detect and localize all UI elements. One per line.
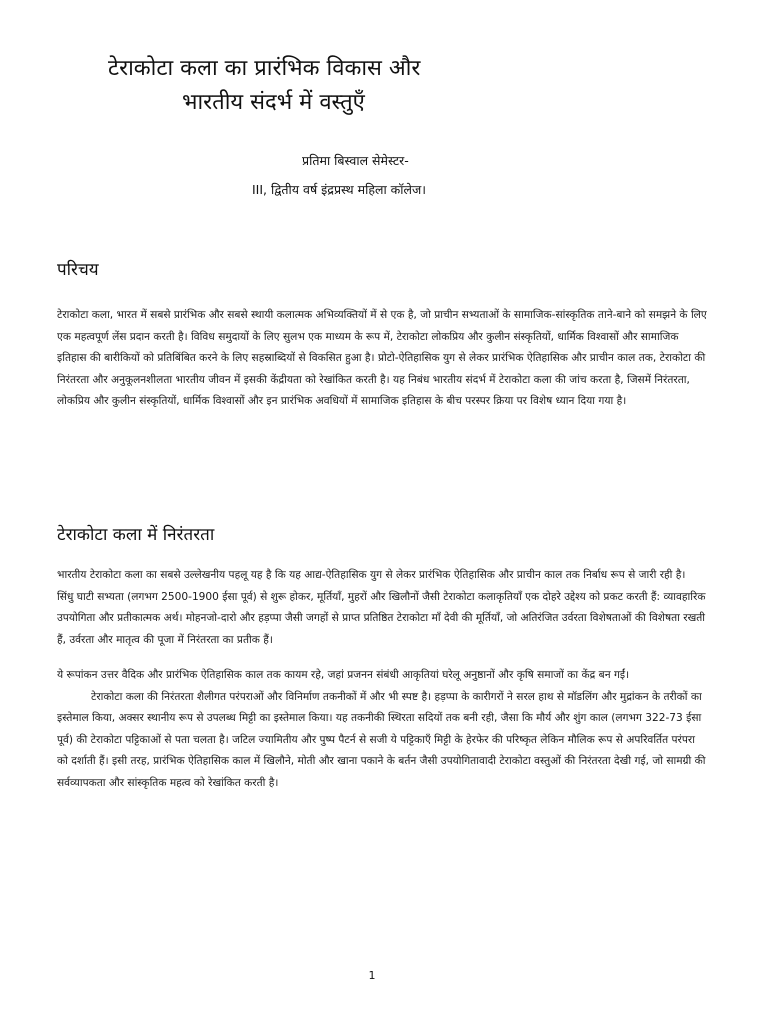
- paragraph-continuity-2: सिंधु घाटी सभ्यता (लगभग 2500-1900 ईसा पूर्व) से शुरू होकर, मूर्तियाँ, मुहरों और खिलौनों जैसी टेराकोटा कलाकृतियाँ एक दोहरे उद्देश्य को प्रकट करती हैं: व्यावहारिक उपयोगिता और प्रतीकात्मक अर्थ। मोहनजो-दारो और हड़प्पा जैसी जगहों से प्राप्त प्रतिष्ठित टेराकोटा माँ देवी की मूर्तियाँ, जो अतिरंजित उर्वरता विशेषताओं की विशेषता रखती हैं, उर्वरता और मातृत्व की पूजा में निरंतरता का प्रतीक हैं।: [57, 590, 706, 646]
- paragraph-introduction: टेराकोटा कला, भारत में सबसे प्रारंभिक और सबसे स्थायी कलात्मक अभिव्यक्तियों में से एक है, जो प्राचीन सभ्यताओं के सामाजिक-सांस्कृतिक ताने-बाने को समझने के लिए एक महत्वपूर्ण लेंस प्रदान करती है। विविध समुदायों के लिए सुलभ एक माध्यम के रूप में, टेराकोटा लोकप्रिय और कुलीन संस्कृतियों, धार्मिक विश्वासों और सामाजिक इतिहास की बारीकियों को प्रतिबिंबित करने के लिए सहस्राब्दियों से विकसित हुआ है। प्रोटो-ऐतिहासिक युग से लेकर प्रारंभिक ऐतिहासिक और प्राचीन काल तक, टेराकोटा की निरंतरता और अनुकूलनशीलता भारतीय जीवन में इसकी केंद्रीयता को रेखांकित करती है। यह निबंध भारतीय संदर्भ में टेराकोटा कला की जांच करता है, जिसमें निरंतरता, लोकप्रिय और कुलीन संस्कृतियों, धार्मिक विश्वासों और इन प्रारंभिक अवधियों में सामाजिक इतिहास के बीच परस्पर क्रिया पर विशेष ध्यान दिया गया है।: [57, 309, 707, 407]
- section-heading-continuity: टेराकोटा कला में निरंतरता: [57, 525, 215, 545]
- section-heading-introduction: परिचय: [57, 260, 99, 280]
- paragraph-continuity-1: भारतीय टेराकोटा कला का सबसे उल्लेखनीय पहलू यह है कि यह आद्य-ऐतिहासिक युग से लेकर प्रारंभिक ऐतिहासिक और प्राचीन काल तक निर्बाध रूप से जारी रही है।: [57, 569, 686, 581]
- author-line-1: प्रतिमा बिस्वाल सेमेस्टर-: [302, 153, 409, 168]
- document-title: [0, 52, 768, 120]
- page-number: 1: [368, 969, 376, 982]
- author-info: [0, 146, 768, 204]
- paragraph-continuity-3: ये रूपांकन उत्तर वैदिक और प्रारंभिक ऐतिहासिक काल तक कायम रहे, जहां प्रजनन संबंधी आकृतियां घरेलू अनुष्ठानों और कृषि समाजों का केंद्र बन गईं।: [57, 669, 630, 681]
- section-continuity: [57, 523, 709, 794]
- title-line-1: टेराकोटा कला का प्रारंभिक विकास और: [108, 56, 421, 81]
- title-line-2: भारतीय संदर्भ में वस्तुएँ: [182, 90, 365, 115]
- paragraph-continuity-4: टेराकोटा कला की निरंतरता शैलीगत परंपराओं और विनिर्माण तकनीकों में और भी स्पष्ट है। हड़प्पा के कारीगरों ने सरल हाथ से मॉडलिंग और मुद्रांकन के तरीकों का इस्तेमाल किया, अक्सर स्थानीय रूप से उपलब्ध मिट्टी का इस्तेमाल किया। यह तकनीकी स्थिरता सदियों तक बनी रही, जैसा कि मौर्य और शुंग काल (लगभग 322-73 ईसा पूर्व) की टेराकोटा पट्टिकाओं से पता चलता है। जटिल ज्यामितीय और पुष्प पैटर्न से सजी ये पट्टिकाएँ मिट्टी के हेरफेर की परिष्कृत लेकिन मौलिक रूप से अपरिवर्तित परंपरा को दर्शाती हैं। इसी तरह, प्रारंभिक ऐतिहासिक काल में खिलौने, मोती और खाना पकाने के बर्तन जैसी उपयोगितावादी टेराकोटा वस्तुओं की निरंतरता देखी गई, जो सामग्री की सर्वव्यापकता और सांस्कृतिक महत्व को रेखांकित करती है।: [57, 690, 706, 789]
- author-line-2: III, द्वितीय वर्ष इंद्रप्रस्थ महिला कॉलेज।: [252, 182, 426, 197]
- section-introduction: [57, 258, 709, 413]
